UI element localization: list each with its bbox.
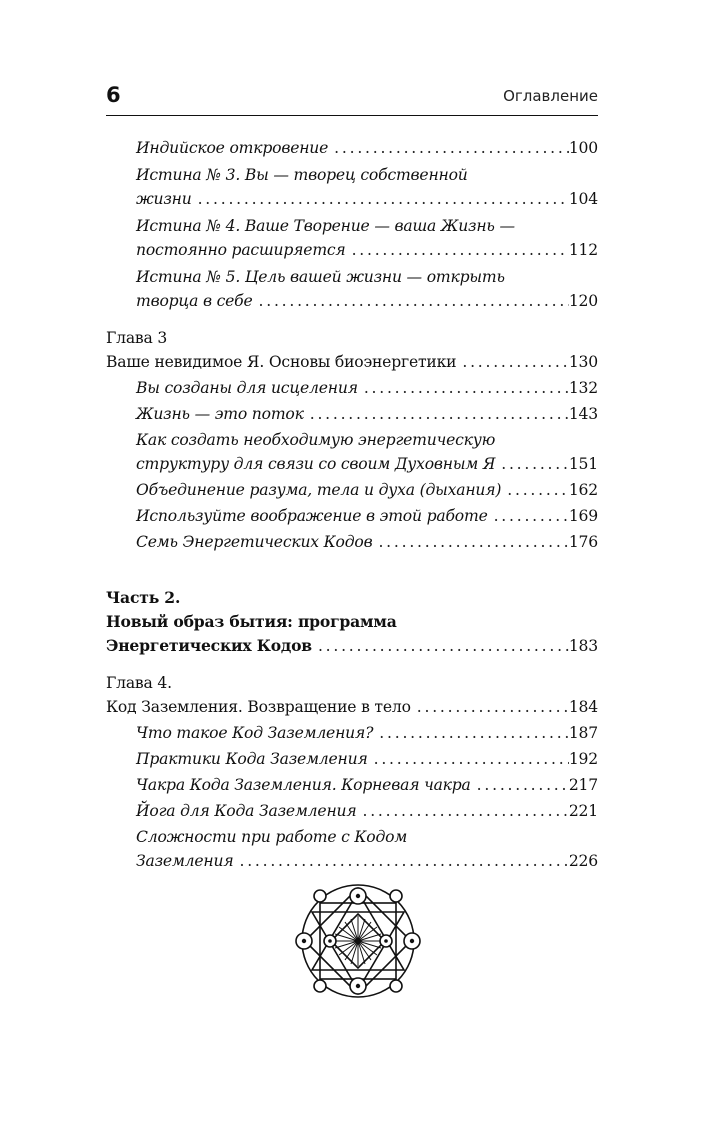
header-divider bbox=[106, 115, 598, 116]
toc-entry-title: Семь Энергетических Кодов bbox=[136, 533, 373, 551]
dot-leader bbox=[372, 530, 568, 554]
toc-entry-title: Истина № 3. Вы — творец собственной bbox=[136, 166, 468, 184]
toc-entry-title-cont: постоянно расширяется bbox=[136, 241, 346, 259]
toc-entry[interactable] bbox=[106, 136, 598, 160]
dot-leader bbox=[358, 376, 569, 400]
chapter-label: Глава 4. bbox=[106, 674, 172, 692]
part-title-cont: Энергетических Кодов bbox=[106, 636, 312, 655]
toc-page-number: 162 bbox=[568, 481, 598, 499]
toc-entry[interactable] bbox=[106, 504, 598, 528]
toc-entry[interactable] bbox=[106, 747, 598, 771]
toc-entry[interactable] bbox=[106, 402, 598, 426]
toc-entry[interactable] bbox=[106, 163, 598, 211]
toc-entry-title: Истина № 4. Ваше Творение — ваша Жизнь — bbox=[136, 217, 515, 235]
toc-entry[interactable] bbox=[106, 721, 598, 745]
toc-entry[interactable] bbox=[106, 530, 598, 554]
toc-page-number: 221 bbox=[568, 802, 598, 820]
toc-chapter-entry[interactable] bbox=[106, 671, 598, 719]
dot-leader bbox=[312, 634, 569, 658]
toc-entry-title: Практики Кода Заземления bbox=[136, 750, 368, 768]
toc-entry[interactable] bbox=[106, 214, 598, 262]
toc-entry-title: Чакра Кода Заземления. Корневая чакра bbox=[136, 776, 471, 794]
toc-page-number: 100 bbox=[568, 139, 598, 157]
dot-leader bbox=[356, 799, 568, 823]
toc-page-number: 151 bbox=[568, 455, 598, 473]
toc-page-number: 176 bbox=[568, 533, 598, 551]
toc-entry-title: Что такое Код Заземления? bbox=[136, 724, 374, 742]
toc-entry[interactable] bbox=[106, 773, 598, 797]
dot-leader bbox=[471, 773, 569, 797]
sacred-geometry-ornament-icon bbox=[290, 878, 426, 1004]
toc-page-number: 169 bbox=[568, 507, 598, 525]
toc-entry-title-cont: жизни bbox=[136, 190, 192, 208]
dot-leader bbox=[373, 721, 569, 745]
dot-leader bbox=[495, 452, 569, 476]
toc-page-number: 184 bbox=[568, 698, 598, 716]
toc-page-number: 132 bbox=[568, 379, 598, 397]
toc-part-entry[interactable] bbox=[106, 586, 598, 658]
dot-leader bbox=[253, 289, 569, 313]
toc-page-number: 183 bbox=[568, 637, 598, 655]
page-number: 6 bbox=[106, 83, 121, 107]
running-title: Оглавление bbox=[503, 87, 598, 105]
chapter-title: Ваше невидимое Я. Основы биоэнергетики bbox=[106, 353, 457, 371]
dot-leader bbox=[233, 849, 568, 873]
toc-entry-title: Как создать необходимую энергетическую bbox=[136, 431, 496, 449]
toc-page-number: 104 bbox=[568, 190, 598, 208]
toc-page-number: 143 bbox=[568, 405, 598, 423]
toc-page-number: 130 bbox=[568, 353, 598, 371]
part-label: Часть 2. bbox=[106, 588, 181, 607]
toc-entry-title: Вы созданы для исцеления bbox=[136, 379, 358, 397]
toc-entry-title: Истина № 5. Цель вашей жизни — открыть bbox=[136, 268, 505, 286]
toc-entry-title: Индийское откровение bbox=[136, 139, 329, 157]
part-title: Новый образ бытия: программа bbox=[106, 612, 397, 631]
toc-page-number: 120 bbox=[568, 292, 598, 310]
toc-entry-title: Сложности при работе с Кодом bbox=[136, 828, 408, 846]
dot-leader bbox=[192, 187, 569, 211]
dot-leader bbox=[346, 238, 569, 262]
dot-leader bbox=[488, 504, 569, 528]
table-of-contents bbox=[106, 136, 598, 873]
toc-entry-title: Используйте воображение в этой работе bbox=[136, 507, 488, 525]
dot-leader bbox=[304, 402, 569, 426]
toc-entry-title: Объединение разума, тела и духа (дыхания) bbox=[136, 481, 502, 499]
toc-entry-title: Йога для Кода Заземления bbox=[136, 802, 357, 820]
toc-page-number: 187 bbox=[568, 724, 598, 742]
toc-chapter-entry[interactable] bbox=[106, 326, 598, 374]
toc-entry-title: Жизнь — это поток bbox=[136, 405, 304, 423]
toc-entry-title-cont: творца в себе bbox=[136, 292, 253, 310]
toc-entry[interactable] bbox=[106, 799, 598, 823]
toc-entry[interactable] bbox=[106, 376, 598, 400]
chapter-label: Глава 3 bbox=[106, 329, 168, 347]
chapter-title: Код Заземления. Возвращение в тело bbox=[106, 698, 411, 716]
toc-entry[interactable] bbox=[106, 825, 598, 873]
toc-page-number: 217 bbox=[568, 776, 598, 794]
dot-leader bbox=[501, 478, 569, 502]
toc-entry-title-cont: структуру для связи со своим Духовным Я bbox=[136, 455, 496, 473]
dot-leader bbox=[368, 747, 569, 771]
dot-leader bbox=[411, 695, 569, 719]
toc-entry[interactable] bbox=[106, 428, 598, 476]
toc-page-number: 226 bbox=[568, 852, 598, 870]
toc-page-number: 192 bbox=[568, 750, 598, 768]
toc-page-number: 112 bbox=[568, 241, 598, 259]
toc-entry[interactable] bbox=[106, 265, 598, 313]
dot-leader bbox=[456, 350, 568, 374]
toc-entry[interactable] bbox=[106, 478, 598, 502]
toc-entry-title-cont: Заземления bbox=[136, 852, 234, 870]
dot-leader bbox=[328, 136, 569, 160]
page-header bbox=[106, 82, 598, 112]
